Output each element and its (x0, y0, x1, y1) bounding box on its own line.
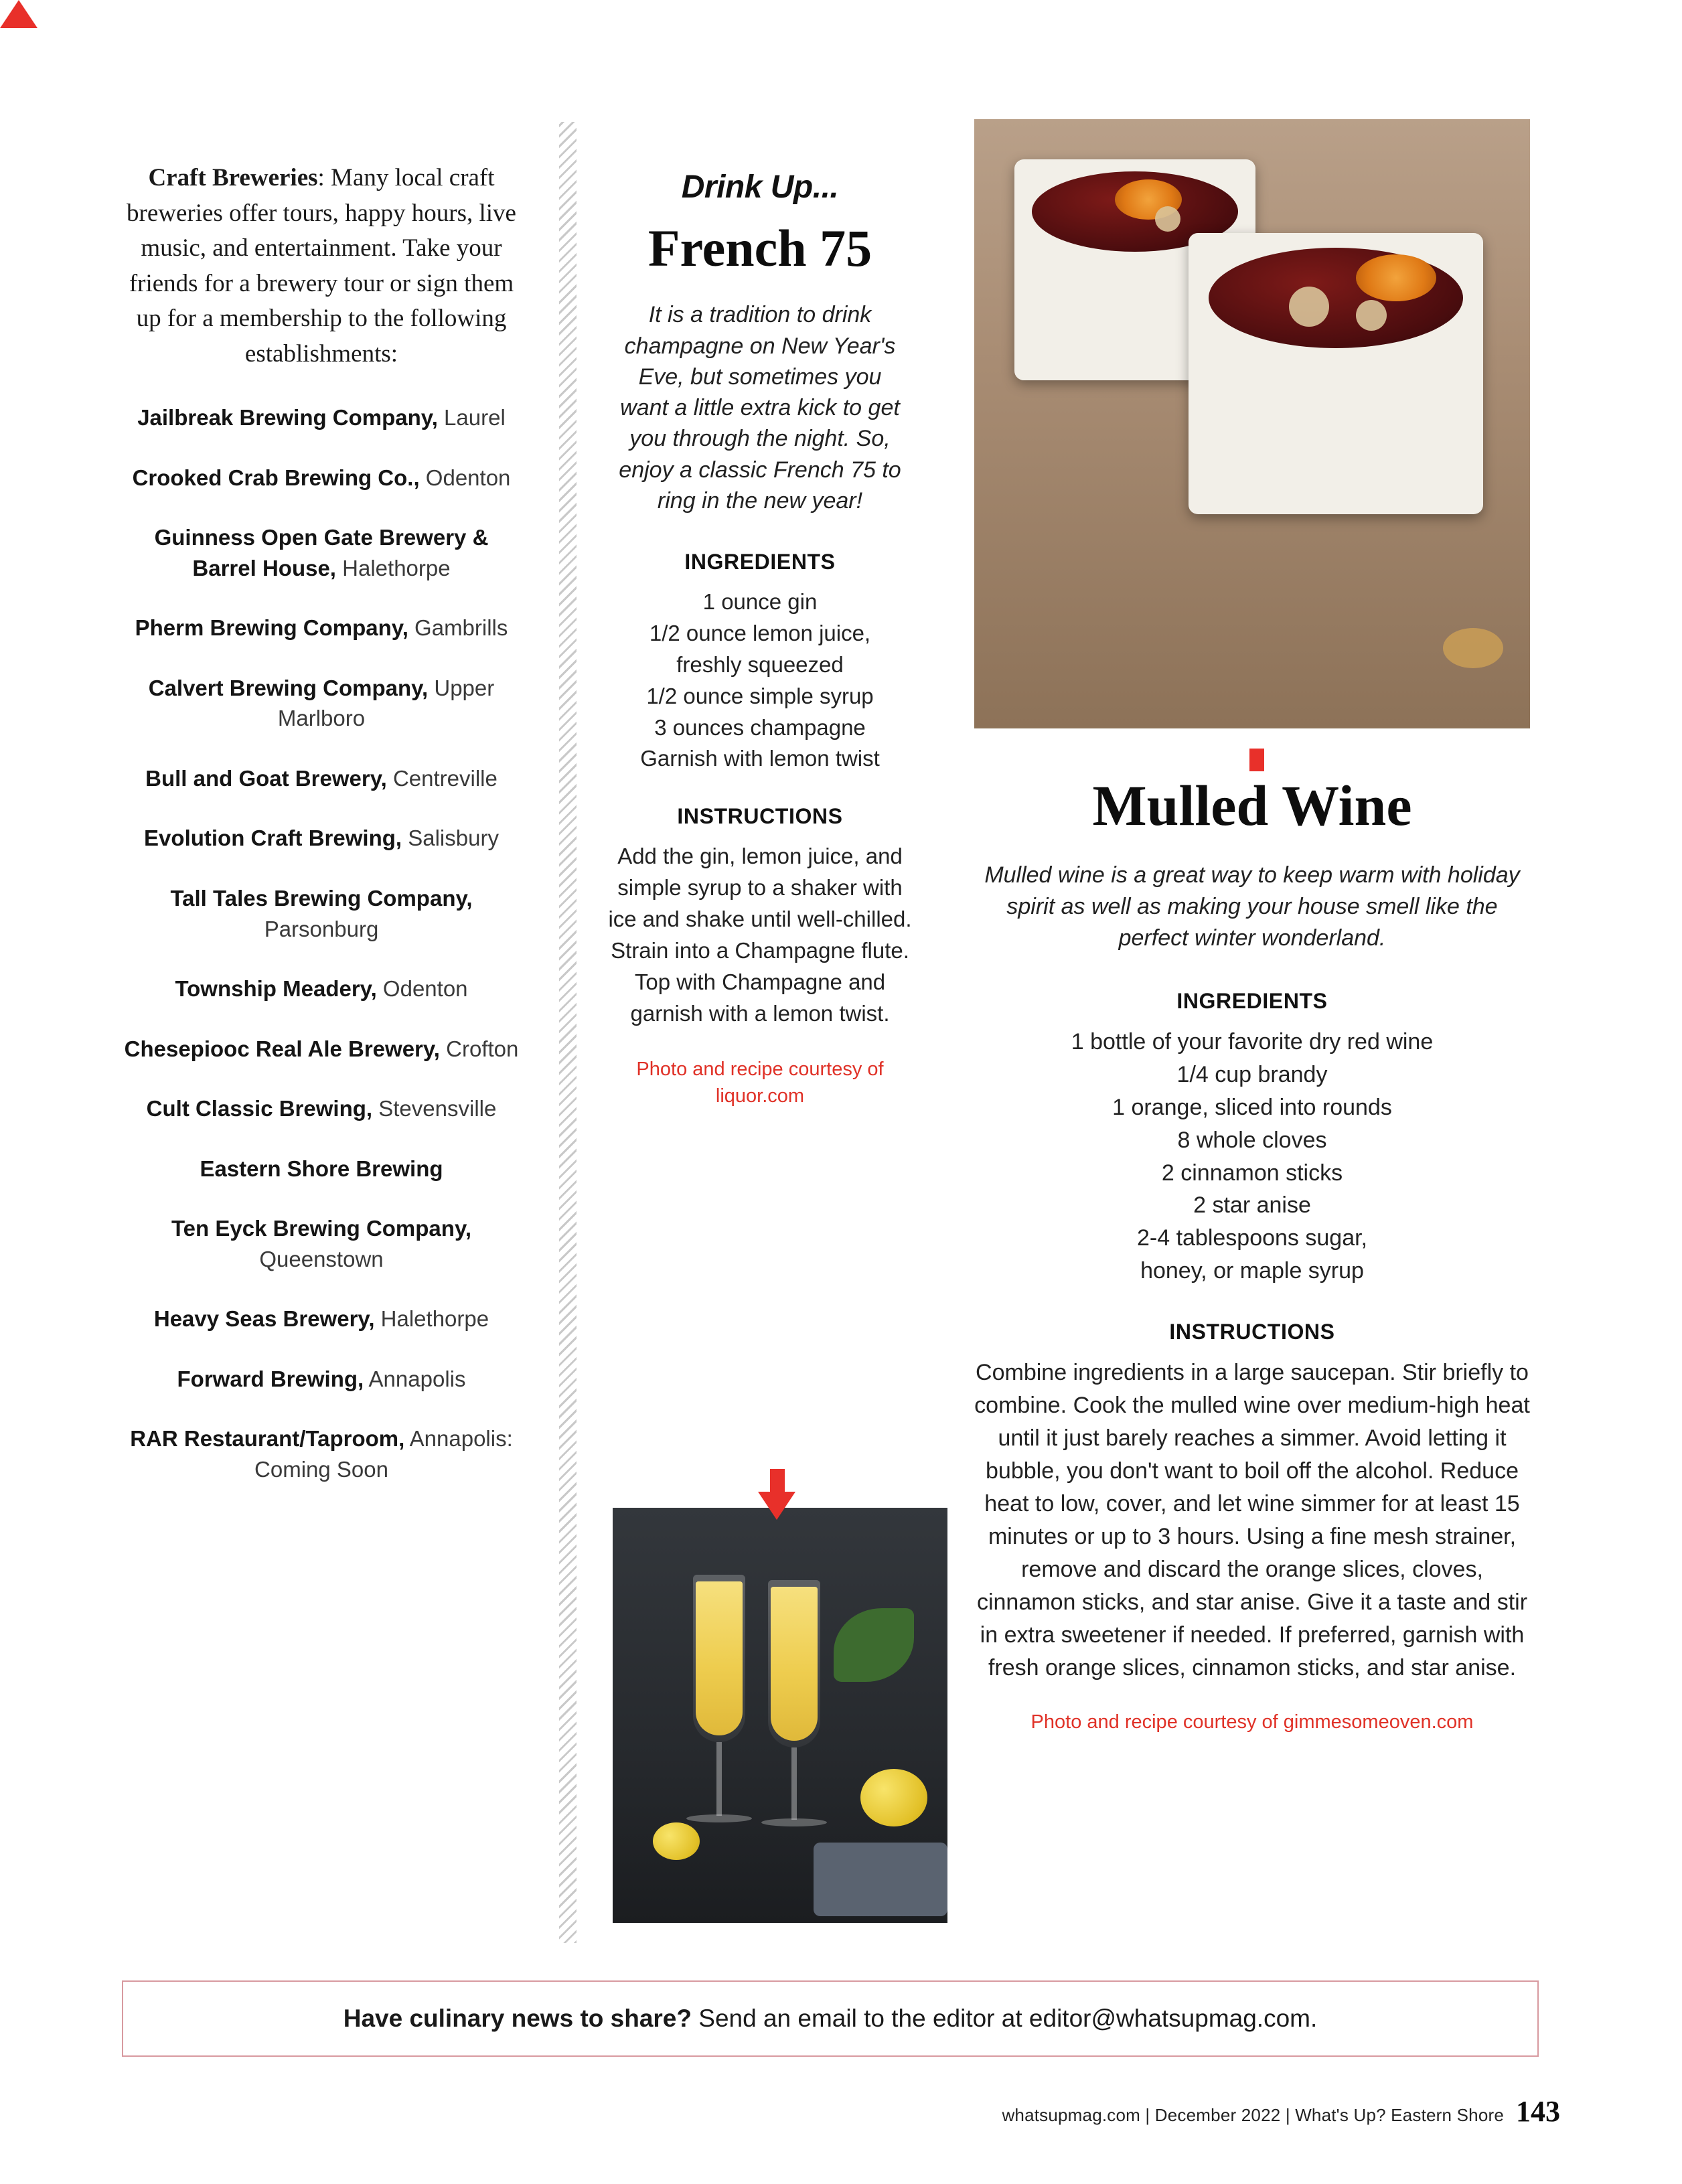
brewery-name: Chesepiooc Real Ale Brewery, (124, 1036, 440, 1061)
brewery-name: Heavy Seas Brewery, (153, 1306, 375, 1332)
ingredient-line: Garnish with lemon twist (640, 746, 880, 771)
mug-front (1189, 233, 1483, 514)
brewery-list-item (121, 1034, 522, 1065)
ingredient-line: honey, or maple syrup (1140, 1258, 1364, 1284)
brewery-location: Laurel (437, 405, 506, 431)
brewery-list-item (121, 463, 522, 493)
arrow-up-icon (0, 0, 37, 28)
brewery-list-column (121, 161, 522, 1514)
arrow-down-stem (770, 1469, 785, 1493)
brewery-name: Tall Tales Brewing Company, (170, 885, 473, 911)
column-divider (559, 122, 577, 1943)
page-footer (1002, 2094, 1560, 2128)
ingredient-line: 2-4 tablespoons sugar, (1136, 1225, 1368, 1251)
ingredient-line: freshly squeezed (676, 651, 844, 677)
ingredient-line: 2 cinnamon sticks (1161, 1160, 1343, 1186)
ingredient-line: 1/4 cup brandy (1176, 1061, 1328, 1087)
french-75-instructions: Add the gin, lemon juice, and simple syrup to a shaker with ice and shake until well-chilled. Strain into a Champagne flute. Top with Champagne and garnish with a lemon twist. (608, 844, 912, 1026)
brewery-location: Odenton (419, 465, 511, 490)
ingredient-line: 1 ounce gin (702, 589, 818, 615)
brewery-location: Annapolis (364, 1366, 466, 1391)
loose-spice (1443, 628, 1503, 668)
brewery-list-item (121, 1093, 522, 1124)
french-75-column (606, 169, 914, 1109)
brewery-list-item (121, 763, 522, 794)
ingredient-line: 1/2 ounce lemon juice, (649, 620, 871, 645)
brewery-location: Parsonburg (264, 916, 379, 941)
brewery-name: Township Meadery, (175, 976, 377, 1002)
lemon-twist (653, 1822, 700, 1860)
ingredient-line: 1/2 ounce simple syrup (646, 683, 874, 708)
french-75-ingredients-list (606, 587, 914, 775)
flute-left-liquid (696, 1581, 743, 1735)
brewery-name: Guinness Open Gate Brewery & Barrel House, (154, 525, 489, 580)
brewery-list-item (121, 1154, 522, 1184)
brewery-list-item (121, 1423, 522, 1484)
brewery-name: Crooked Crab Brewing Co., (132, 465, 420, 490)
culinary-news-box (122, 1980, 1539, 2057)
footer-meta: whatsupmag.com | December 2022 | What's Up? Eastern Shore (1002, 2105, 1504, 2125)
french-75-instructions-heading: INSTRUCTIONS (677, 804, 843, 829)
culinary-news-text (343, 2005, 1318, 2033)
brewery-name: Cult Classic Brewing, (146, 1096, 373, 1121)
ingredient-line: 8 whole cloves (1177, 1127, 1327, 1153)
brewery-items (121, 402, 522, 1484)
brewery-list-item (121, 402, 522, 433)
brewery-location: Centreville (386, 765, 498, 791)
star-anise-front-2 (1356, 300, 1387, 331)
french-75-photo (613, 1508, 947, 1923)
brewery-name: Bull and Goat Brewery, (145, 765, 387, 791)
brewery-name: Ten Eyck Brewing Company, (171, 1216, 472, 1241)
brewery-list-item (121, 613, 522, 643)
flute-left-base (686, 1814, 752, 1822)
brewery-location: Odenton (376, 976, 468, 1002)
brewery-location: Halethorpe (335, 555, 451, 580)
french-75-title: French 75 (647, 219, 872, 277)
flute-right-stem (791, 1747, 797, 1820)
arrow-down-icon (758, 1492, 795, 1520)
brewery-name: Forward Brewing, (177, 1366, 364, 1391)
ingredient-line: 3 ounces champagne (654, 714, 866, 740)
brewery-name: Eastern Shore Brewing (200, 1156, 443, 1181)
brewery-location: Halethorpe (374, 1306, 489, 1332)
page-number: 143 (1516, 2095, 1560, 2128)
brewery-location: Upper Marlboro (277, 675, 495, 731)
flute-right-base (761, 1818, 827, 1826)
brewery-location: Queenstown (259, 1246, 384, 1271)
drink-up-kicker: Drink Up... (681, 169, 839, 205)
brewery-list-item (121, 1304, 522, 1334)
orange-slice-front (1356, 254, 1436, 301)
arrow-up-stem (1249, 749, 1264, 771)
mulled-wine-ingredients-list (971, 1026, 1533, 1288)
ingredient-line: 1 orange, sliced into rounds (1112, 1094, 1392, 1120)
brewery-location: Stevensville (372, 1096, 497, 1121)
flute-left (693, 1575, 745, 1742)
star-anise-front (1289, 287, 1329, 327)
french-75-scene (613, 1508, 947, 1923)
french-75-intro: It is a tradition to drink champagne on New Year's Eve, but sometimes you want a little extra kick to get you through the night. So, enjoy a classic French 75 to ring in the new year! (619, 302, 901, 514)
flute-right (768, 1580, 820, 1747)
brewery-name: Evolution Craft Brewing, (144, 826, 402, 851)
ingredient-line: 1 bottle of your favorite dry red wine (1071, 1028, 1434, 1055)
brewery-name: Calvert Brewing Company, (148, 675, 429, 700)
brewery-list-item (121, 823, 522, 854)
brewery-name: RAR Restaurant/Taproom, (130, 1426, 405, 1452)
mulled-wine-ingredients-heading: INGREDIENTS (1176, 988, 1328, 1013)
brewery-name: Jailbreak Brewing Company, (137, 405, 438, 431)
mulled-wine-instructions: Combine ingredients in a large saucepan. Stir briefly to combine. Cook the mulled wine over medium-high heat until it just barely reaches a simmer. Avoid letting it bubble, you don't want to boil off the alcohol. Reduce heat to low, cover, and let wine simmer for at least 15 minutes or up to 3 hours. Using a fine mesh strainer, remove and discard the orange slices, cloves, cinnamon sticks, and star anise. Give it a taste and stir in extra sweetener if needed. If preferred, garnish with fresh orange slices, cinnamon sticks, and star anise. (974, 1360, 1530, 1681)
intro-lead: Craft Breweries (148, 164, 318, 191)
intro-text: : Many local craft breweries offer tours, happy hours, live music, and entertainment. Take your friends for a brewery tour or sign them up for a membership to the following establishments: (127, 164, 516, 368)
leaf-decoration (834, 1608, 914, 1682)
mulled-wine-credit: Photo and recipe courtesy of gimmesomeoven.com (1030, 1711, 1474, 1733)
mulled-wine-instructions-heading: INSTRUCTIONS (1169, 1320, 1335, 1344)
mulled-wine-scene (974, 119, 1530, 728)
culinary-news-rest: Send an email to the editor at editor@whatsupmag.com. (691, 2005, 1318, 2032)
flute-right-liquid (771, 1587, 818, 1741)
mulled-wine-intro: Mulled wine is a great way to keep warm with holiday spirit as well as making your house smell like the perfect winter wonderland. (984, 862, 1520, 951)
flute-left-stem (716, 1742, 722, 1816)
culinary-news-bold: Have culinary news to share? (343, 2005, 692, 2032)
mulled-wine-column (971, 773, 1533, 1735)
brewery-list-item (121, 973, 522, 1004)
brewery-location: Crofton (439, 1036, 519, 1061)
brewery-list-item (121, 673, 522, 734)
lemon-garnish (860, 1769, 927, 1826)
brewery-location: Salisbury (402, 826, 499, 851)
french-75-credit: Photo and recipe courtesy of liquor.com (636, 1059, 884, 1107)
brewery-list-item (121, 1364, 522, 1395)
intro-paragraph (121, 161, 522, 372)
mulled-wine-title: Mulled Wine (1092, 773, 1412, 838)
brewery-list-item (121, 883, 522, 944)
napkin (814, 1843, 947, 1916)
mulled-wine-photo (974, 119, 1530, 728)
brewery-list-item (121, 522, 522, 583)
star-anise-back (1155, 206, 1180, 232)
ingredient-line: 2 star anise (1193, 1192, 1311, 1219)
brewery-location: Annapolis: Coming Soon (254, 1426, 513, 1482)
brewery-list-item (121, 1213, 522, 1274)
brewery-name: Pherm Brewing Company, (135, 615, 408, 641)
french-75-ingredients-heading: INGREDIENTS (684, 550, 836, 574)
brewery-location: Gambrills (408, 615, 508, 641)
